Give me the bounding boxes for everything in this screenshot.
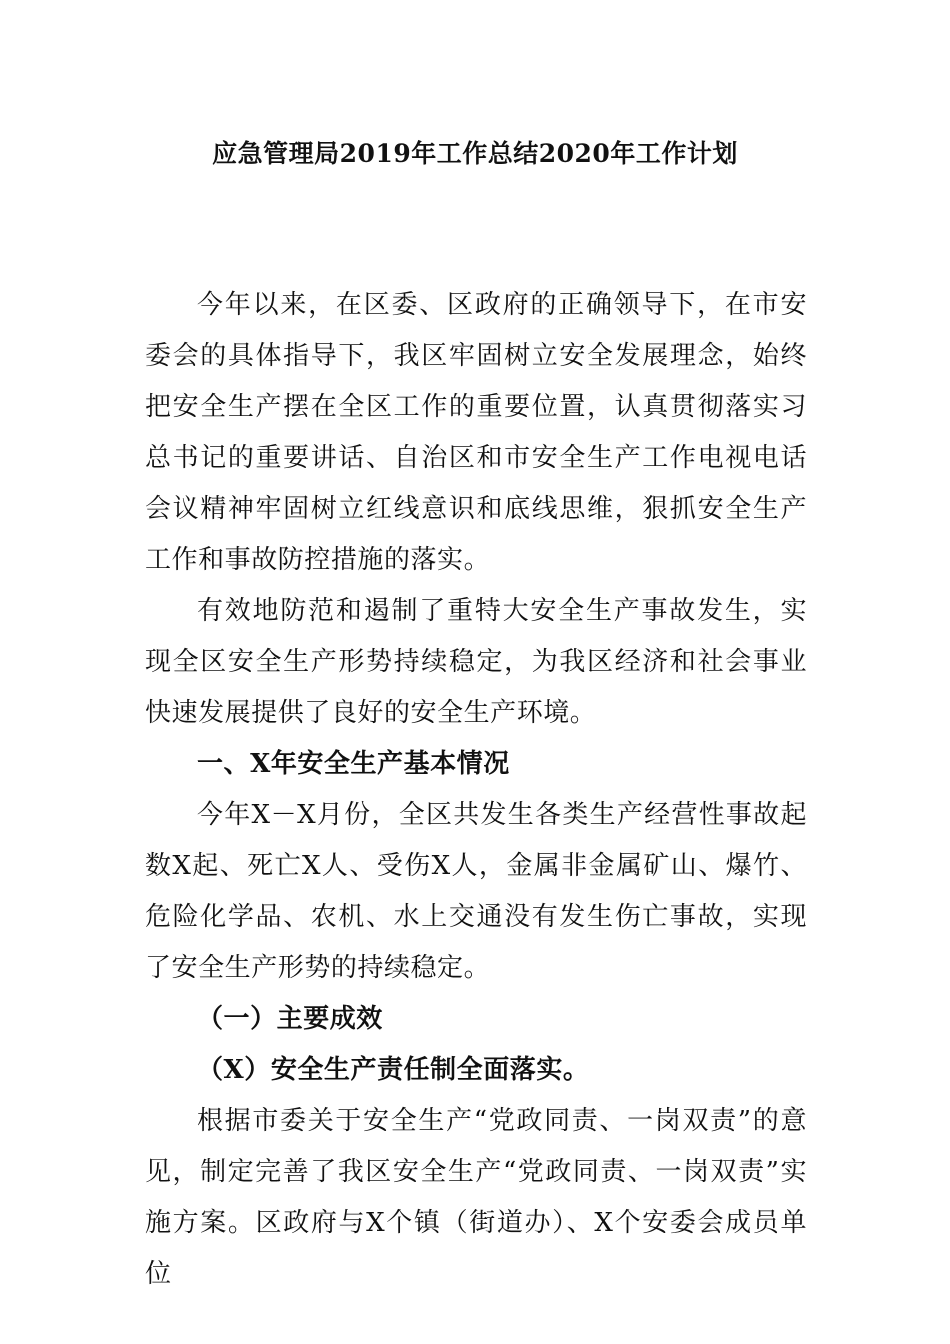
subsection-heading-main-results: （一）主要成效: [197, 1004, 383, 1034]
subsection-heading-responsibility: （X）安全生产责任制全面落实。: [197, 1055, 590, 1085]
responsibility-paragraph: 根据市委关于安全生产“党政同责、一岗双责”的意见，制定完善了我区安全生产“党政同责、一岗双责”实施方案。区政府与X个镇（街道办）、X个安委会成员单位: [145, 1106, 807, 1289]
outcome-paragraph: 有效地防范和遏制了重特大安全生产事故发生，实现全区安全生产形势持续稳定，为我区经济和社会事业快速发展提供了良好的安全生产环境。: [145, 596, 807, 728]
accident-statistics-paragraph: 今年X－X月份，全区共发生各类生产经营性事故起数X起、死亡X人、受伤X人，金属非金属矿山、爆竹、危险化学品、农机、水上交通没有发生伤亡事故，实现了安全生产形势的持续稳定。: [145, 800, 807, 983]
section-heading-basic-situation: 一、X年安全生产基本情况: [197, 749, 510, 779]
intro-paragraph: 今年以来，在区委、区政府的正确领导下，在市安委会的具体指导下，我区牢固树立安全发展理念，始终把安全生产摆在全区工作的重要位置，认真贯彻落实习总书记的重要讲话、自治区和市安全生产工作电视电话会议精神牢固树立红线意识和底线思维，狠抓安全生产工作和事故防控措施的落实。: [145, 290, 807, 575]
document-title: 应急管理局2019年工作总结2020年工作计划: [212, 139, 738, 168]
document-body: [145, 280, 807, 1300]
